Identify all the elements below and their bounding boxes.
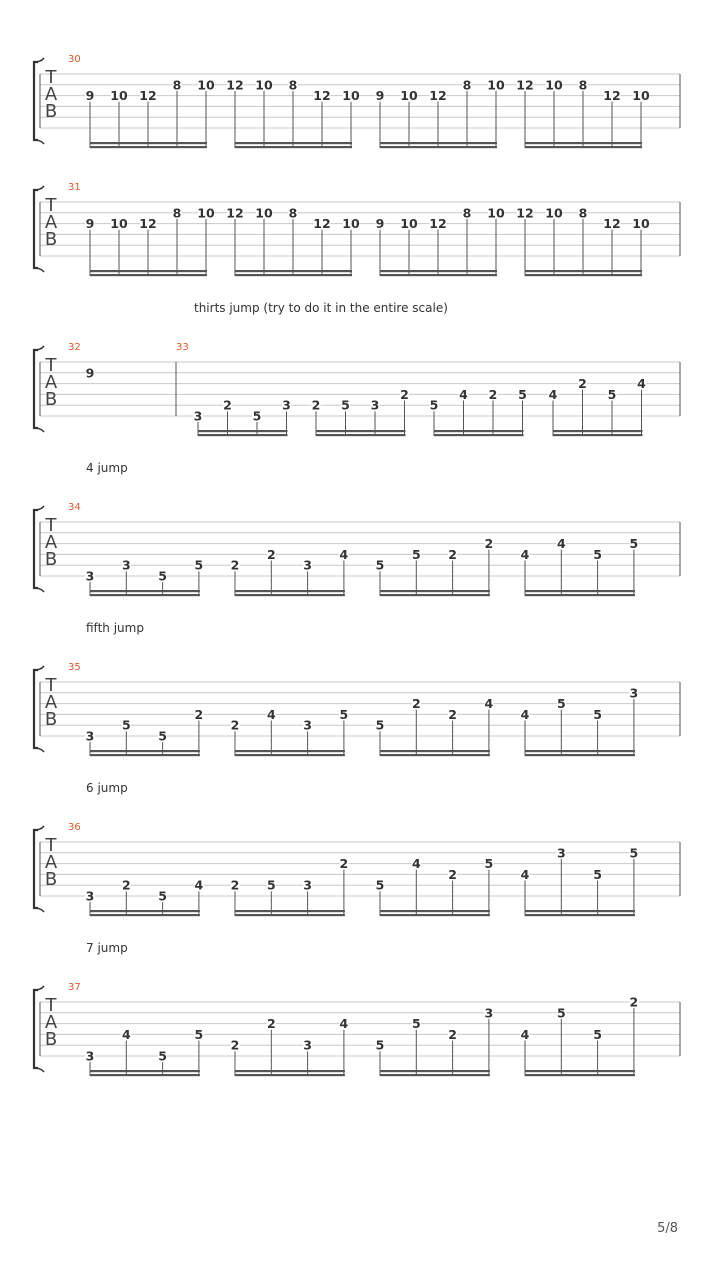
- fret-number: 12: [516, 205, 534, 221]
- beam-16th: [380, 142, 497, 144]
- system-annotation: 4 jump: [86, 461, 128, 475]
- fret-number: 5: [556, 1005, 566, 1021]
- fret-number: 3: [303, 717, 312, 733]
- beam-16th: [525, 590, 635, 592]
- beam-16th: [525, 142, 642, 144]
- tab-clef-letter: A: [44, 84, 58, 105]
- fret-number: 8: [578, 77, 588, 93]
- beam-16th: [525, 1074, 635, 1076]
- fret-number: 5: [593, 546, 602, 562]
- fret-number: 3: [484, 1005, 494, 1021]
- system-bracket: [34, 350, 38, 428]
- fret-number: 10: [110, 216, 128, 232]
- fret-number: 3: [85, 568, 95, 584]
- beam-16th: [90, 1074, 200, 1076]
- fret-number: 4: [556, 536, 566, 552]
- beam-16th: [380, 910, 490, 912]
- bracket-curl: [34, 986, 44, 990]
- fret-number: 2: [230, 717, 240, 733]
- beam-16th: [90, 146, 207, 148]
- tab-clef-letter: B: [44, 869, 58, 890]
- bracket-curl: [34, 826, 44, 830]
- fret-number: 10: [255, 205, 273, 221]
- fret-number: 10: [110, 88, 128, 104]
- fret-number: 10: [400, 216, 418, 232]
- fret-number: 9: [375, 216, 385, 232]
- beam-16th: [90, 914, 200, 916]
- fret-number: 4: [637, 376, 646, 392]
- fret-number: 3: [85, 1048, 95, 1064]
- measure-number: 32: [68, 342, 81, 353]
- tab-clef-letter: T: [45, 195, 57, 216]
- fret-number: 2: [230, 557, 240, 573]
- tab-clef-letter: T: [45, 995, 57, 1016]
- beam-16th: [90, 910, 200, 912]
- fret-number: 3: [193, 408, 203, 424]
- measure-number: 36: [68, 822, 81, 833]
- fret-number: 8: [288, 205, 298, 221]
- beam-16th: [525, 750, 635, 752]
- system-bracket: [34, 190, 38, 268]
- beam-16th: [380, 1074, 490, 1076]
- tab-clef-letter: B: [44, 101, 58, 122]
- measure-number: 35: [68, 662, 81, 673]
- fret-number: 8: [578, 205, 588, 221]
- fret-number: 3: [85, 888, 95, 904]
- fret-number: 12: [226, 77, 244, 93]
- fret-number: 5: [593, 706, 602, 722]
- beam-16th: [380, 750, 490, 752]
- fret-number: 5: [158, 728, 167, 744]
- fret-number: 12: [139, 216, 157, 232]
- beam-16th: [380, 754, 490, 756]
- fret-number: 10: [487, 205, 505, 221]
- beam-16th: [90, 142, 207, 144]
- fret-number: 2: [266, 546, 276, 562]
- bracket-curl: [34, 346, 44, 350]
- fret-number: 10: [342, 216, 360, 232]
- fret-number: 2: [411, 696, 421, 712]
- fret-number: 10: [632, 88, 650, 104]
- beam-16th: [90, 274, 207, 276]
- fret-number: 5: [629, 536, 639, 552]
- tab-clef-letter: T: [45, 67, 57, 88]
- fret-number: 10: [487, 77, 505, 93]
- bracket-curl: [34, 908, 44, 912]
- fret-number: 4: [548, 386, 558, 402]
- fret-number: 4: [411, 856, 421, 872]
- beam-16th: [525, 146, 642, 148]
- bracket-curl: [34, 1068, 44, 1072]
- fret-number: 3: [121, 557, 131, 573]
- fret-number: 5: [593, 866, 602, 882]
- beam-16th: [235, 750, 345, 752]
- fret-number: 3: [303, 1037, 312, 1053]
- fret-number: 5: [266, 877, 276, 893]
- tab-clef-letter: B: [44, 389, 58, 410]
- fret-number: 5: [429, 397, 439, 413]
- fret-number: 4: [520, 1026, 530, 1042]
- beam-16th: [198, 430, 288, 432]
- beam-16th: [525, 270, 642, 272]
- fret-number: 10: [632, 216, 650, 232]
- fret-number: 5: [158, 568, 167, 584]
- fret-number: 3: [282, 397, 291, 413]
- tab-clef-letter: B: [44, 1029, 58, 1050]
- fret-number: 2: [223, 397, 232, 413]
- tab-system: [34, 941, 680, 1076]
- fret-number: 5: [556, 696, 566, 712]
- fret-number: 2: [230, 877, 240, 893]
- beam-16th: [553, 430, 643, 432]
- fret-number: 12: [516, 77, 534, 93]
- fret-number: 5: [411, 546, 421, 562]
- fret-number: 4: [194, 877, 204, 893]
- tab-clef-letter: A: [44, 372, 58, 393]
- beam-16th: [525, 754, 635, 756]
- beam-16th: [434, 434, 524, 436]
- beam-16th: [316, 434, 406, 436]
- fret-number: 9: [85, 365, 95, 381]
- tab-system: [34, 301, 680, 436]
- tab-clef-letter: A: [44, 1012, 58, 1033]
- tab-system: [34, 781, 680, 916]
- system-annotation: 6 jump: [86, 781, 128, 795]
- beam-16th: [434, 430, 524, 432]
- fret-number: 8: [462, 205, 472, 221]
- fret-number: 2: [629, 994, 639, 1010]
- bracket-curl: [34, 186, 44, 190]
- fret-number: 2: [448, 546, 457, 562]
- tab-clef-letter: T: [45, 515, 57, 536]
- bracket-curl: [34, 666, 44, 670]
- beam-16th: [380, 590, 490, 592]
- tab-system: [34, 182, 680, 276]
- tab-clef-letter: B: [44, 709, 58, 730]
- fret-number: 8: [172, 77, 182, 93]
- fret-number: 2: [121, 877, 131, 893]
- beam-16th: [90, 1070, 200, 1072]
- fret-number: 5: [252, 408, 262, 424]
- measure-number: 33: [176, 342, 189, 353]
- fret-number: 2: [484, 536, 494, 552]
- fret-number: 9: [85, 216, 95, 232]
- fret-number: 9: [85, 88, 95, 104]
- fret-number: 4: [520, 866, 530, 882]
- beam-16th: [316, 430, 406, 432]
- beam-16th: [90, 270, 207, 272]
- fret-number: 2: [448, 866, 457, 882]
- bracket-curl: [34, 506, 44, 510]
- tab-clef-letter: A: [44, 212, 58, 233]
- fret-number: 5: [194, 557, 204, 573]
- fret-number: 2: [311, 397, 321, 413]
- fret-number: 3: [629, 685, 639, 701]
- fret-number: 3: [303, 877, 312, 893]
- beam-16th: [235, 590, 345, 592]
- fret-number: 12: [313, 88, 331, 104]
- system-annotation: thirts jump (try to do it in the entire scale): [194, 301, 448, 315]
- beam-16th: [553, 434, 643, 436]
- beam-16th: [380, 146, 497, 148]
- tab-clef-letter: B: [44, 549, 58, 570]
- fret-number: 2: [266, 1016, 276, 1032]
- fret-number: 5: [607, 386, 617, 402]
- fret-number: 8: [172, 205, 182, 221]
- beam-16th: [90, 590, 200, 592]
- beam-16th: [90, 754, 200, 756]
- fret-number: 5: [194, 1026, 204, 1042]
- fret-number: 8: [288, 77, 298, 93]
- fret-number: 12: [603, 216, 621, 232]
- tab-clef-letter: T: [45, 675, 57, 696]
- fret-number: 3: [556, 845, 566, 861]
- tab-clef-letter: A: [44, 692, 58, 713]
- measure-number: 34: [68, 502, 81, 513]
- system-bracket: [34, 670, 38, 748]
- fret-number: 10: [255, 77, 273, 93]
- tab-clef-letter: T: [45, 355, 57, 376]
- fret-number: 3: [370, 397, 380, 413]
- bracket-curl: [34, 748, 44, 752]
- fret-number: 5: [375, 877, 385, 893]
- fret-number: 12: [603, 88, 621, 104]
- tab-clef-letter: B: [44, 229, 58, 250]
- fret-number: 10: [197, 77, 215, 93]
- page-number: 5/8: [657, 1221, 678, 1236]
- fret-number: 10: [400, 88, 418, 104]
- bracket-curl: [34, 58, 44, 62]
- fret-number: 4: [520, 546, 530, 562]
- measure-number: 37: [68, 982, 81, 993]
- beam-16th: [90, 594, 200, 596]
- fret-number: 3: [85, 728, 95, 744]
- system-bracket: [34, 62, 38, 140]
- fret-number: 4: [484, 696, 494, 712]
- beam-16th: [90, 750, 200, 752]
- fret-number: 12: [429, 88, 447, 104]
- system-bracket: [34, 510, 38, 588]
- tab-clef-letter: T: [45, 835, 57, 856]
- beam-16th: [235, 146, 352, 148]
- fret-number: 12: [313, 216, 331, 232]
- fret-number: 8: [462, 77, 472, 93]
- tab-system: [34, 54, 680, 148]
- bracket-curl: [34, 588, 44, 592]
- fret-number: 10: [342, 88, 360, 104]
- fret-number: 5: [629, 845, 639, 861]
- fret-number: 5: [375, 557, 385, 573]
- fret-number: 4: [459, 386, 468, 402]
- system-annotation: 7 jump: [86, 941, 128, 955]
- beam-16th: [235, 594, 345, 596]
- fret-number: 4: [266, 706, 276, 722]
- beam-16th: [380, 914, 490, 916]
- system-bracket: [34, 830, 38, 908]
- fret-number: 12: [429, 216, 447, 232]
- beam-16th: [380, 270, 497, 272]
- fret-number: 2: [488, 386, 498, 402]
- beam-16th: [235, 274, 352, 276]
- fret-number: 5: [158, 888, 167, 904]
- system-bracket: [34, 990, 38, 1068]
- beam-16th: [198, 434, 288, 436]
- tab-clef-letter: A: [44, 532, 58, 553]
- fret-number: 5: [518, 386, 527, 402]
- beam-16th: [235, 1070, 345, 1072]
- measure-number: 30: [68, 54, 81, 65]
- fret-number: 2: [448, 706, 457, 722]
- fret-number: 2: [339, 856, 349, 872]
- fret-number: 4: [339, 1016, 349, 1032]
- beam-16th: [525, 914, 635, 916]
- beam-16th: [525, 274, 642, 276]
- fret-number: 9: [375, 88, 385, 104]
- fret-number: 10: [197, 205, 215, 221]
- fret-number: 5: [484, 856, 494, 872]
- fret-number: 12: [226, 205, 244, 221]
- beam-16th: [380, 594, 490, 596]
- bracket-curl: [34, 268, 44, 272]
- tab-system: [34, 461, 680, 596]
- system-annotation: fifth jump: [86, 621, 144, 635]
- beam-16th: [525, 910, 635, 912]
- fret-number: 2: [578, 376, 587, 392]
- fret-number: 5: [121, 717, 131, 733]
- fret-number: 2: [448, 1026, 457, 1042]
- fret-number: 4: [339, 546, 349, 562]
- beam-16th: [235, 914, 345, 916]
- tab-clef-letter: A: [44, 852, 58, 873]
- beam-16th: [525, 1070, 635, 1072]
- fret-number: 2: [194, 706, 204, 722]
- beam-16th: [525, 594, 635, 596]
- tab-system: [34, 621, 680, 756]
- fret-number: 12: [139, 88, 157, 104]
- fret-number: 5: [411, 1016, 421, 1032]
- bracket-curl: [34, 428, 44, 432]
- fret-number: 2: [230, 1037, 240, 1053]
- fret-number: 5: [375, 1037, 385, 1053]
- beam-16th: [235, 910, 345, 912]
- fret-number: 5: [339, 706, 349, 722]
- fret-number: 2: [400, 386, 409, 402]
- fret-number: 5: [158, 1048, 167, 1064]
- bracket-curl: [34, 140, 44, 144]
- beam-16th: [235, 1074, 345, 1076]
- beam-16th: [380, 274, 497, 276]
- fret-number: 4: [520, 706, 530, 722]
- measure-number: 31: [68, 182, 81, 193]
- fret-number: 10: [545, 205, 563, 221]
- beam-16th: [235, 270, 352, 272]
- beam-16th: [235, 142, 352, 144]
- fret-number: 5: [341, 397, 350, 413]
- fret-number: 3: [303, 557, 312, 573]
- fret-number: 10: [545, 77, 563, 93]
- fret-number: 5: [593, 1026, 602, 1042]
- fret-number: 4: [121, 1026, 131, 1042]
- beam-16th: [380, 1070, 490, 1072]
- fret-number: 5: [375, 717, 385, 733]
- beam-16th: [235, 754, 345, 756]
